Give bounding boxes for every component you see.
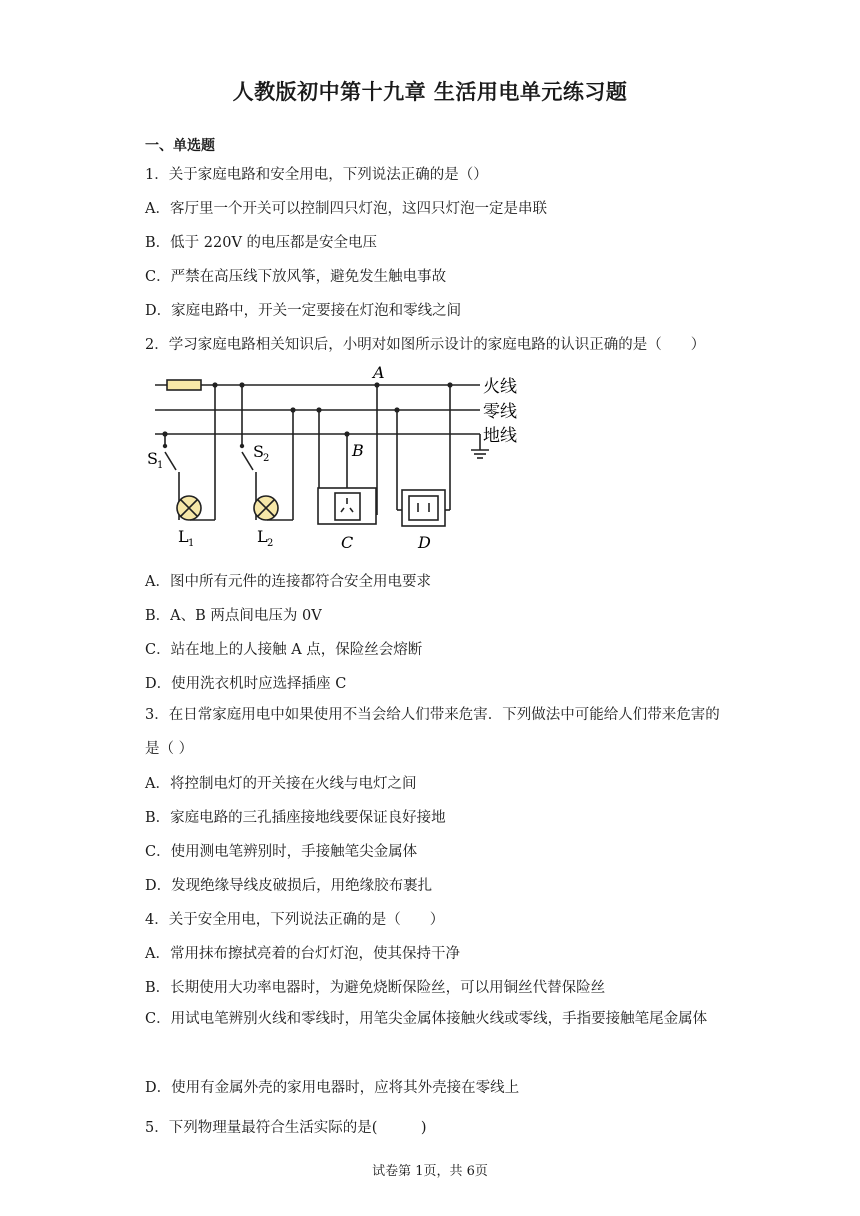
question-1-option-a: A．客厅里一个开关可以控制四只灯泡，这四只灯泡一定是串联 (145, 201, 547, 217)
page-title: 人教版初中第十九章 生活用电单元练习题 (232, 80, 628, 104)
page-footer: 试卷第 1页，共 6页 (372, 1164, 488, 1179)
lamp-l1-subscript: 1 (188, 538, 195, 549)
question-2-option-d: D．使用洗衣机时应选择插座 C (145, 676, 347, 692)
question-2-option-a: A．图中所有元件的连接都符合安全用电要求 (145, 574, 431, 590)
question-3-option-d: D．发现绝缘导线皮破损后，用绝缘胶布裹扎 (145, 878, 433, 894)
question-4-option-d: D．使用有金属外壳的家用电器时，应将其外壳接在零线上 (145, 1080, 520, 1096)
switch-s1-label: S (147, 449, 158, 468)
socket-c-label: C (341, 533, 354, 552)
question-4-option-c: C．用试电笔辨别火线和零线时，用笔尖金属体接触火线或零线，手指要接触笔尾金属体 (145, 1011, 708, 1027)
switch-s2-label: S (253, 442, 264, 461)
lamp-l2-subscript: 2 (267, 538, 274, 549)
section-heading: 一、单选题 (145, 138, 215, 154)
question-1-option-d: D．家庭电路中，开关一定要接在灯泡和零线之间 (145, 303, 462, 319)
live-wire-label: 火线 (483, 377, 517, 397)
circuit-diagram (145, 360, 535, 560)
lamp-l1-label: L (178, 527, 189, 546)
question-1-option-b: B．低于 220V 的电压都是安全电压 (145, 235, 378, 251)
point-a-label: A (373, 363, 385, 382)
question-5-stem: 5．下列物理量最符合生活实际的是( ) (145, 1120, 427, 1136)
question-3-option-a: A．将控制电灯的开关接在火线与电灯之间 (145, 776, 417, 792)
switch-s2-subscript: 2 (263, 453, 270, 464)
question-3-option-b: B．家庭电路的三孔插座接地线要保证良好接地 (145, 810, 446, 826)
question-4-option-a: A．常用抹布擦拭亮着的台灯灯泡，使其保持干净 (145, 946, 460, 962)
question-4-stem: 4．关于安全用电，下列说法正确的是（ ） (145, 912, 445, 928)
question-3-stem: 3．在日常家庭用电中如果使用不当会给人们带来危害．下列做法中可能给人们带来危害的是（ ） (145, 707, 720, 757)
ground-wire-label: 地线 (483, 426, 517, 446)
socket-d-label: D (418, 533, 431, 552)
switch-s1-subscript: 1 (157, 460, 164, 471)
question-4-option-b: B．长期使用大功率电器时，为避免烧断保险丝，可以用铜丝代替保险丝 (145, 980, 606, 996)
point-b-label: B (352, 441, 364, 460)
lamp-l2-label: L (257, 527, 268, 546)
question-2-option-b: B．A、B 两点间电压为 0V (145, 608, 322, 624)
question-1-option-c: C．严禁在高压线下放风筝，避免发生触电事故 (145, 269, 447, 285)
question-2-option-c: C．站在地上的人接触 A 点，保险丝会熔断 (145, 642, 423, 658)
neutral-wire-label: 零线 (483, 402, 517, 422)
question-1-stem: 1．关于家庭电路和安全用电，下列说法正确的是（） (145, 167, 488, 183)
question-3-option-c: C．使用测电笔辨别时，手接触笔尖金属体 (145, 844, 418, 860)
question-2-stem: 2．学习家庭电路相关知识后，小明对如图所示设计的家庭电路的认识正确的是（ ） (145, 337, 706, 353)
